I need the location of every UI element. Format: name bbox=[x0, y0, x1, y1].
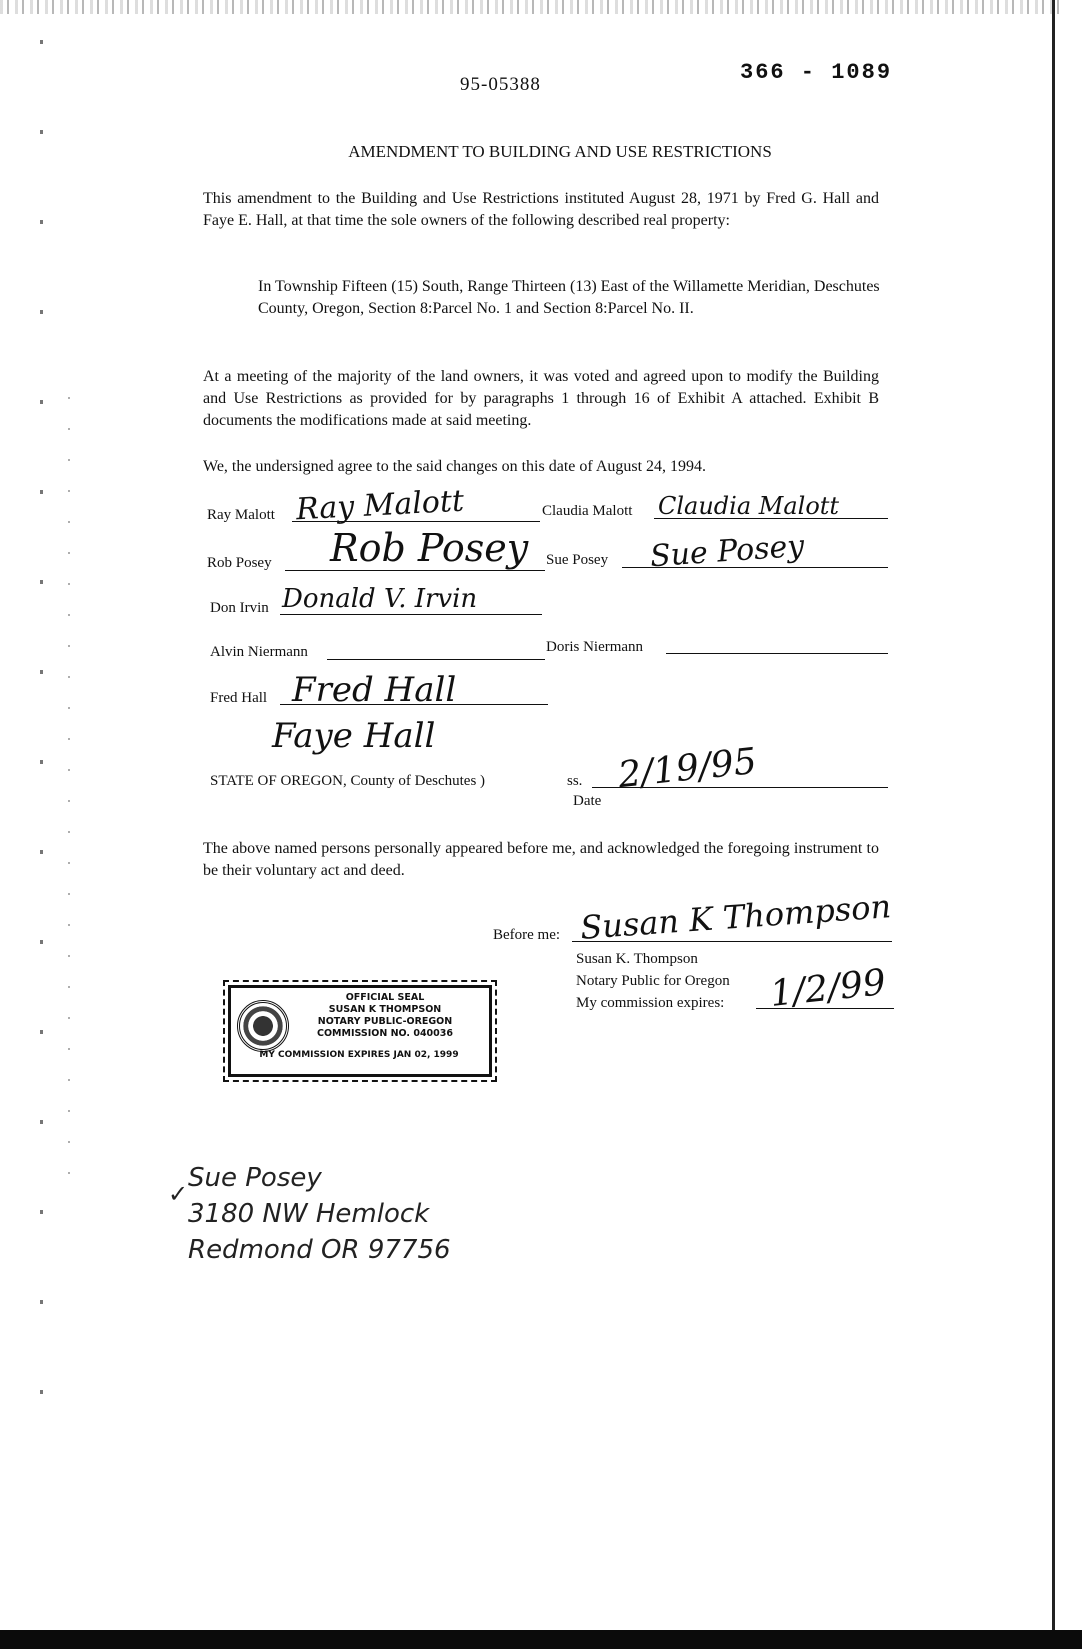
doris-niermann-signature-line bbox=[666, 653, 888, 654]
notary-date-label: Date bbox=[573, 793, 602, 809]
sue-posey-label: Sue Posey bbox=[546, 552, 609, 568]
sue-posey-signature: Sue Posey bbox=[648, 528, 806, 575]
check-mark-icon: ✓ bbox=[168, 1182, 189, 1208]
venue-ss: ss. bbox=[567, 773, 583, 789]
before-me-label: Before me: bbox=[493, 927, 561, 943]
notary-signature: Susan K Thompson bbox=[579, 887, 893, 947]
venue-state-county: STATE OF OREGON, County of Deschutes ) bbox=[210, 773, 486, 789]
address-street: 3180 NW Hemlock bbox=[188, 1199, 430, 1229]
rob-posey-signature-line bbox=[285, 570, 545, 571]
notary-title: Notary Public for Oregon bbox=[576, 973, 730, 989]
don-irvin-signature: Donald V. Irvin bbox=[282, 584, 478, 614]
claudia-malott-label: Claudia Malott bbox=[542, 503, 633, 519]
state-seal-emblem-icon bbox=[237, 1000, 289, 1052]
address-city: Redmond OR 97756 bbox=[188, 1235, 451, 1265]
document-title: AMENDMENT TO BUILDING AND USE RESTRICTIONS bbox=[348, 142, 772, 161]
commission-expires-label: My commission expires: bbox=[576, 995, 725, 1011]
claudia-malott-signature: Claudia Malott bbox=[658, 492, 840, 520]
fred-hall-signature: Fred Hall bbox=[292, 670, 457, 710]
ray-malott-label: Ray Malott bbox=[207, 507, 275, 523]
legal-description: In Township Fifteen (15) South, Range Thirteen (13) East of the Willamette Meridian, Deschutes County, Oregon, Section 8:Parcel No. 1 and Section 8:Parcel No. II. bbox=[258, 278, 880, 317]
faye-hall-signature: Faye Hall bbox=[272, 716, 436, 756]
notary-info bbox=[576, 948, 730, 1014]
scan-noise-top bbox=[0, 0, 1060, 14]
document-number: 95-05388 bbox=[460, 74, 541, 95]
seal-line-3: NOTARY PUBLIC-OREGON bbox=[317, 1016, 453, 1027]
seal-text-block bbox=[287, 992, 483, 1040]
scan-bottom-edge bbox=[0, 1630, 1082, 1649]
rob-posey-signature: Rob Posey bbox=[330, 526, 529, 570]
doris-niermann-label: Doris Niermann bbox=[546, 639, 644, 655]
alvin-niermann-signature-line bbox=[327, 659, 545, 660]
rob-posey-label: Rob Posey bbox=[207, 555, 272, 571]
don-irvin-label: Don Irvin bbox=[210, 600, 269, 616]
seal-line-1: OFFICIAL SEAL bbox=[345, 992, 425, 1003]
recording-page-reference: 366 - 1089 bbox=[740, 60, 893, 85]
scan-margin-marks bbox=[28, 0, 88, 1400]
notary-date-value: 2/19/95 bbox=[616, 740, 759, 797]
alvin-niermann-label: Alvin Niermann bbox=[210, 644, 308, 660]
fred-hall-label: Fred Hall bbox=[210, 690, 268, 706]
don-irvin-signature-line bbox=[280, 614, 542, 615]
acknowledgment-paragraph: The above named persons personally appeared before me, and acknowledged the foregoing instrument to be their voluntary act and deed. bbox=[203, 840, 879, 879]
seal-line-4: COMMISSION NO. 040036 bbox=[316, 1028, 453, 1039]
commission-expires-value: 1/2/99 bbox=[768, 962, 888, 1015]
seal-line-2: SUSAN K THOMPSON bbox=[328, 1004, 442, 1015]
notary-name: Susan K. Thompson bbox=[576, 951, 698, 967]
address-name: Sue Posey bbox=[188, 1163, 322, 1193]
scan-right-edge bbox=[1052, 0, 1055, 1630]
handwritten-return-address bbox=[188, 1160, 608, 1268]
notary-seal-stamp bbox=[228, 985, 492, 1077]
ray-malott-signature: Ray Malott bbox=[295, 483, 465, 528]
seal-line-5: MY COMMISSION EXPIRES JAN 02, 1999 bbox=[259, 1050, 459, 1060]
intro-paragraph: This amendment to the Building and Use Restrictions instituted August 28, 1971 by Fred G. Hall and Faye E. Hall, at that time the sole owners of the following described real property: bbox=[203, 190, 879, 229]
meeting-paragraph: At a meeting of the majority of the land owners, it was voted and agreed upon to modify the Building and Use Restrictions as provided for by paragraphs 1 through 16 of Exhibit A attached. Exhibit B documents the modifications made at said meeting. bbox=[203, 368, 879, 429]
agreement-line: We, the undersigned agree to the said changes on this date of August 24, 1994. bbox=[203, 458, 707, 475]
